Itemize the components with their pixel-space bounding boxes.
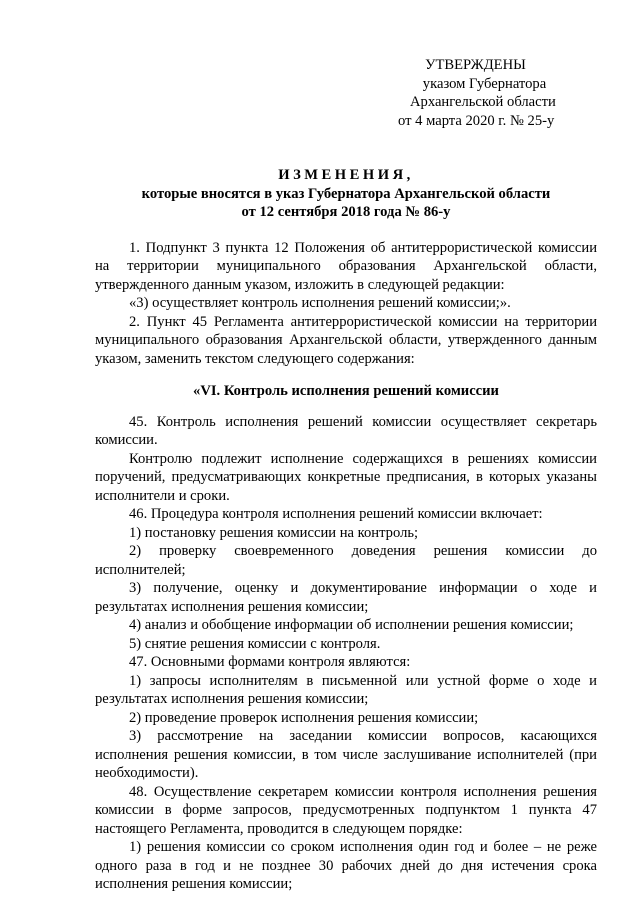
paragraph-item-1: 1. Подпункт 3 пункта 12 Положения об антитеррористической комиссии на территории муниципального образования Архангельской области, утвержденного данным указом, изложить в следующей редакции:: [95, 239, 597, 293]
list-item-47-1: 1) запросы исполнителям в письменной или устной форме о ходе и результатах исполнения решения комиссии;: [95, 672, 597, 707]
document-subtitle-line-1: которые вносятся в указ Губернатора Архангельской области: [141, 185, 551, 202]
paragraph-46: 46. Процедура контроля исполнения решений комиссии включает:: [129, 506, 543, 522]
list-item-47-3: 3) рассмотрение на заседании комиссии вопросов, касающихся исполнения решения комиссии, в том числе заслушивание исполнителей (при необходимости).: [95, 728, 597, 781]
document-heading: [95, 166, 597, 222]
list-item-46-3: 3) получение, оценку и документирование информации о ходе и результатах исполнения решения комиссии;: [95, 580, 597, 615]
list-item-46-2: 2) проверку своевременного доведения решения комиссии до исполнителей;: [95, 543, 597, 578]
list-item-46-4: 4) анализ и обобщение информации об исполнении решения комиссии;: [129, 617, 574, 633]
list-item-46-1: 1) постановку решения комиссии на контроль;: [129, 524, 419, 541]
paragraph-control-subject: Контролю подлежит исполнение содержащихся в решениях комиссии поручений, предусматривающих конкретные предписания, в которых указаны исполнители и сроки.: [95, 450, 597, 504]
paragraph-quoted-subitem: «3) осуществляет контроль исполнения решений комиссии;».: [129, 295, 511, 311]
approval-line-decree: указом Губернатора: [422, 75, 547, 92]
list-item-48-1: 1) решения комиссии со сроком исполнения один год и более – не реже одного раза в год и не позднее 30 рабочих дней до дня истечения срока исполнения решения комиссии;: [95, 839, 597, 892]
document-title: ИЗМЕНЕНИЯ,: [278, 167, 414, 183]
list-item-46-5: 5) снятие решения комиссии с контроля.: [129, 635, 381, 652]
paragraph-48: 48. Осуществление секретарем комиссии контроля исполнения решения комиссии в форме запросов, предусмотренных подпунктом 1 пункта 47 настоящего Регламента, проводится в следующем порядке:: [95, 783, 597, 837]
paragraph-45: 45. Контроль исполнения решений комиссии осуществляет секретарь комиссии.: [95, 413, 597, 448]
approval-line-approved: УТВЕРЖДЕНЫ: [425, 57, 526, 73]
approval-stamp: [398, 56, 556, 130]
paragraph-47: 47. Основными формами контроля являются:: [129, 654, 411, 670]
approval-line-date: от 4 марта 2020 г. № 25-у: [398, 112, 555, 129]
list-item-47-2: 2) проведение проверок исполнения решения комиссии;: [129, 709, 479, 726]
paragraph-item-2: 2. Пункт 45 Регламента антитеррористической комиссии на территории муниципального образования Архангельской области, утвержденного данным указом, заменить текстом следующего содержания:: [95, 313, 597, 367]
section-title: «VI. Контроль исполнения решений комиссии: [193, 383, 499, 399]
approval-line-region: Архангельской области: [410, 94, 556, 110]
document-body: [95, 239, 597, 894]
document-subtitle-line-2: от 12 сентября 2018 года № 86-у: [241, 204, 451, 220]
